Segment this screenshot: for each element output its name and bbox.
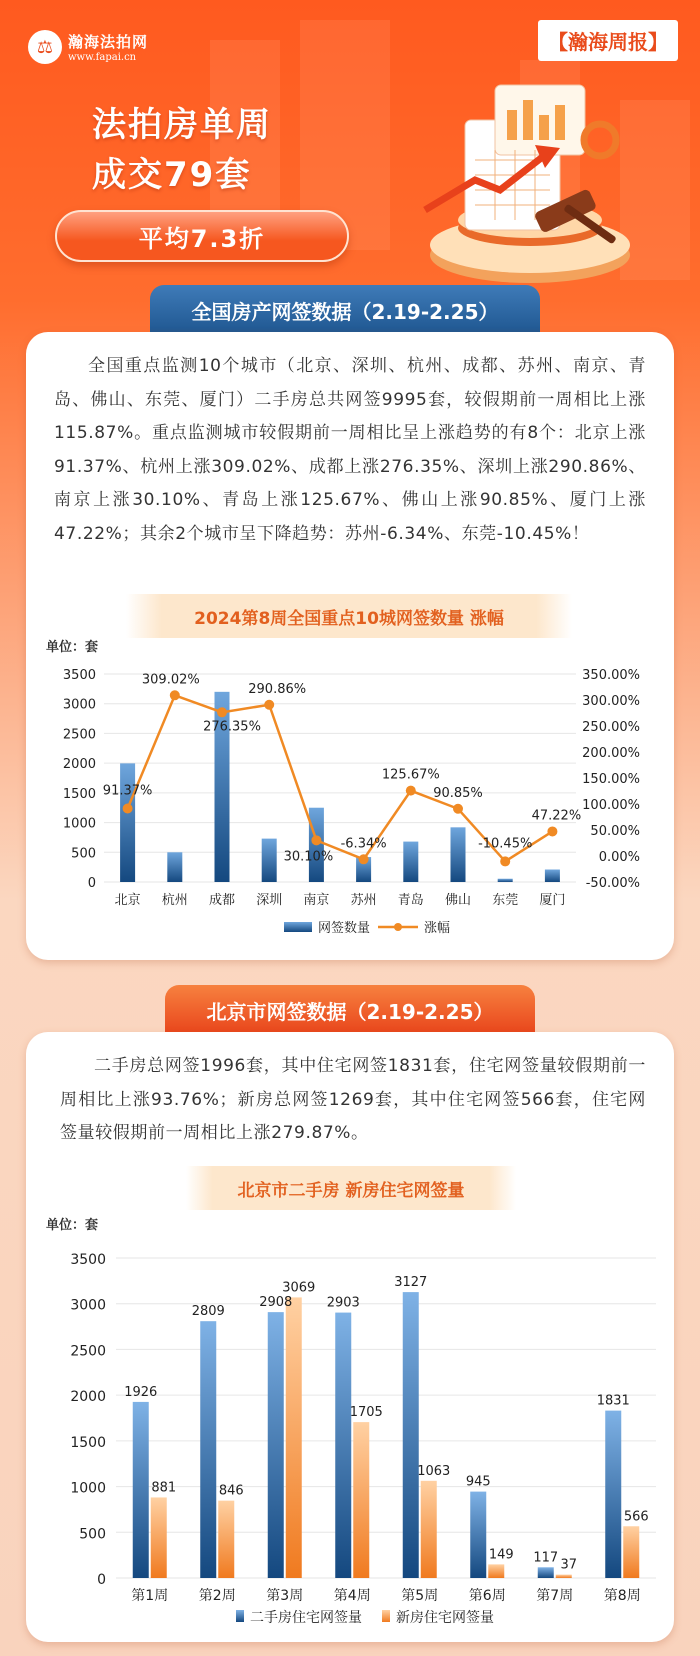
- data-label: 846: [218, 1483, 244, 1499]
- data-label: 309.02%: [141, 672, 200, 688]
- y2-tick-label: 100.00%: [582, 798, 640, 813]
- data-label: 47.22%: [531, 808, 582, 824]
- y2-tick-label: 250.00%: [582, 720, 640, 735]
- national-summary: 全国重点监测10个城市（北京、深圳、杭州、成都、苏州、南京、青岛、佛山、东莞、厦门）二手房总共网签9995套，较假期前一周相比上涨115.87%。重点监测城市较假期前一周相比呈上涨趋势的有8个：北京上涨91.37%、杭州上涨309.02%、成都上涨276.35%、深圳上涨290.86%、南京上涨30.10%、青岛上涨125.67%、佛山上涨90.85%、厦门上涨47.22%；其余2个城市呈下降趋势：苏州-6.34%、东莞-10.45%！: [54, 356, 646, 544]
- data-label: 2809: [191, 1304, 225, 1320]
- chart1-unit: 单位：套: [46, 640, 99, 655]
- beijing-card: [26, 1032, 674, 1642]
- y-tick-label: 0: [97, 1572, 106, 1588]
- x-tick-label: 南京: [303, 893, 330, 908]
- data-label: -6.34%: [340, 836, 387, 852]
- data-label: 566: [623, 1509, 649, 1525]
- data-label: 1063: [417, 1463, 451, 1479]
- y-tick-label: 0: [87, 876, 96, 891]
- x-tick-label: 厦门: [539, 893, 566, 908]
- brand-logo[interactable]: [28, 30, 148, 64]
- national-chart: [26, 638, 674, 960]
- growth-point-成都: [217, 707, 227, 717]
- report-tag: 【瀚海周报】: [538, 20, 678, 61]
- data-label: 149: [488, 1547, 514, 1563]
- x-tick-label: 第6周: [468, 1588, 506, 1604]
- data-label: 290.86%: [248, 681, 307, 697]
- data-label: 2903: [326, 1295, 360, 1311]
- legend-new-house-swatch: [382, 1610, 390, 1622]
- average-discount-pill: 平均7.3折: [55, 210, 349, 262]
- bar-北京: [120, 763, 135, 882]
- bar-new-house-第1周: [151, 1497, 167, 1578]
- growth-point-东莞: [500, 856, 510, 866]
- x-tick-label: 深圳: [256, 893, 283, 908]
- logo-url: www.fapai.cn: [68, 52, 137, 63]
- x-tick-label: 第8周: [603, 1588, 641, 1604]
- y-tick-label: 1500: [70, 1434, 106, 1451]
- y2-tick-label: 350.00%: [582, 668, 640, 683]
- y-tick-label: 3000: [62, 697, 96, 713]
- y-tick-label: 3000: [70, 1297, 106, 1314]
- headline-line-2: 成交79套: [92, 155, 252, 195]
- data-label: 945: [465, 1474, 491, 1490]
- data-label: 90.85%: [433, 785, 483, 801]
- y-tick-label: 2500: [62, 727, 96, 743]
- tab-beijing-data: 北京市网签数据（2.19-2.25）: [165, 985, 535, 1035]
- bar-second-hand-第8周: [605, 1411, 621, 1578]
- bar-second-hand-第1周: [133, 1402, 149, 1578]
- bar-new-house-第3周: [286, 1297, 302, 1578]
- bar-new-house-第6周: [488, 1564, 504, 1578]
- y2-tick-label: -50.00%: [585, 876, 640, 891]
- x-tick-label: 杭州: [161, 893, 188, 908]
- x-tick-label: 第2周: [198, 1588, 236, 1604]
- bar-second-hand-第2周: [200, 1321, 216, 1578]
- bar-second-hand-第6周: [470, 1492, 486, 1578]
- logo-name: 瀚海法拍网: [68, 33, 149, 51]
- chart2-unit: 单位：套: [46, 1218, 99, 1233]
- legend-bar-swatch: [284, 922, 312, 932]
- gavel-seal-icon: ⚖: [28, 30, 62, 64]
- beijing-summary: 二手房总网签1996套，其中住宅网签1831套，住宅网签量较假期前一周相比上涨93.76%；新房总网签1269套，其中住宅网签566套，住宅网签量较假期前一周相比上涨279.87%。: [60, 1056, 646, 1143]
- data-label: 2908: [259, 1295, 293, 1311]
- y-tick-label: 500: [79, 1526, 106, 1543]
- x-tick-label: 第1周: [131, 1588, 169, 1604]
- y-tick-label: 2500: [70, 1343, 106, 1360]
- bar-东莞: [498, 879, 513, 882]
- data-label: 1926: [124, 1384, 158, 1400]
- x-tick-label: 苏州: [350, 893, 377, 908]
- x-tick-label: 第7周: [536, 1588, 574, 1604]
- bar-new-house-第5周: [421, 1481, 437, 1578]
- growth-point-北京: [123, 803, 133, 813]
- legend-bar-label: 网签数量: [318, 921, 371, 936]
- y2-tick-label: 200.00%: [582, 746, 640, 761]
- bar-new-house-第7周: [556, 1575, 572, 1578]
- y-tick-label: 3500: [62, 668, 96, 683]
- growth-point-南京: [311, 835, 321, 845]
- x-tick-label: 第4周: [333, 1588, 371, 1604]
- data-label: 1705: [349, 1405, 383, 1421]
- growth-point-杭州: [170, 690, 180, 700]
- data-label: 1831: [596, 1393, 630, 1409]
- header-banner: [0, 0, 700, 320]
- y2-tick-label: 150.00%: [582, 772, 640, 787]
- y-tick-label: 3500: [70, 1252, 106, 1268]
- data-label: -10.45%: [478, 836, 533, 852]
- bar-new-house-第4周: [353, 1422, 369, 1578]
- growth-point-深圳: [264, 700, 274, 710]
- x-tick-label: 第3周: [266, 1588, 304, 1604]
- data-label: 276.35%: [203, 719, 261, 735]
- growth-point-佛山: [453, 804, 463, 814]
- bar-second-hand-第3周: [268, 1312, 284, 1578]
- y2-tick-label: 300.00%: [582, 694, 640, 709]
- y-tick-label: 1500: [62, 786, 96, 802]
- bar-厦门: [545, 870, 560, 882]
- y-tick-label: 1000: [70, 1480, 106, 1497]
- page-headline: [92, 100, 272, 200]
- bar-second-hand-第4周: [335, 1313, 351, 1578]
- y-tick-label: 500: [71, 846, 96, 862]
- y-tick-label: 1000: [62, 816, 96, 832]
- tab-national-data: 全国房产网签数据（2.19-2.25）: [150, 285, 540, 335]
- data-label: 30.10%: [283, 849, 334, 865]
- x-tick-label: 北京: [114, 893, 141, 908]
- y2-tick-label: 0.00%: [598, 850, 640, 865]
- bar-杭州: [167, 852, 182, 882]
- y-tick-label: 2000: [62, 757, 96, 773]
- growth-point-苏州: [359, 854, 369, 864]
- y-tick-label: 2000: [70, 1389, 106, 1406]
- y2-tick-label: 50.00%: [590, 824, 640, 839]
- legend-line-marker: [394, 923, 402, 931]
- legend-line-label: 涨幅: [424, 921, 451, 936]
- legend-second-hand-swatch: [236, 1610, 244, 1622]
- data-label: 3127: [394, 1275, 428, 1291]
- chart2-title: 北京市二手房 新房住宅网签量: [186, 1166, 516, 1210]
- data-label: 117: [533, 1550, 559, 1566]
- bar-深圳: [262, 839, 277, 882]
- data-label: 125.67%: [381, 767, 440, 783]
- data-label: 91.37%: [102, 783, 153, 799]
- bar-new-house-第2周: [218, 1501, 234, 1578]
- growth-point-厦门: [547, 826, 557, 836]
- headline-line-1: 法拍房单周: [92, 105, 272, 145]
- bar-佛山: [451, 827, 466, 882]
- x-tick-label: 成都: [208, 893, 236, 908]
- auction-illustration: [405, 60, 655, 310]
- x-tick-label: 第5周: [401, 1588, 439, 1604]
- bar-second-hand-第7周: [538, 1567, 554, 1578]
- data-label: 881: [151, 1480, 177, 1496]
- data-label: 3069: [282, 1280, 316, 1296]
- beijing-chart: [26, 1228, 674, 1640]
- bar-青岛: [403, 842, 418, 882]
- bar-new-house-第8周: [623, 1526, 639, 1578]
- national-card: [26, 332, 674, 960]
- x-tick-label: 东莞: [492, 893, 519, 908]
- bar-second-hand-第5周: [403, 1292, 419, 1578]
- x-tick-label: 佛山: [444, 893, 472, 908]
- legend-second-hand-label: 二手房住宅网签量: [250, 1610, 362, 1626]
- growth-point-青岛: [406, 786, 416, 796]
- legend-new-house-label: 新房住宅网签量: [396, 1610, 494, 1626]
- data-label: 37: [560, 1557, 578, 1573]
- x-tick-label: 青岛: [397, 893, 424, 908]
- chart1-title: 2024第8周全国重点10城网签数量 涨幅: [126, 594, 572, 638]
